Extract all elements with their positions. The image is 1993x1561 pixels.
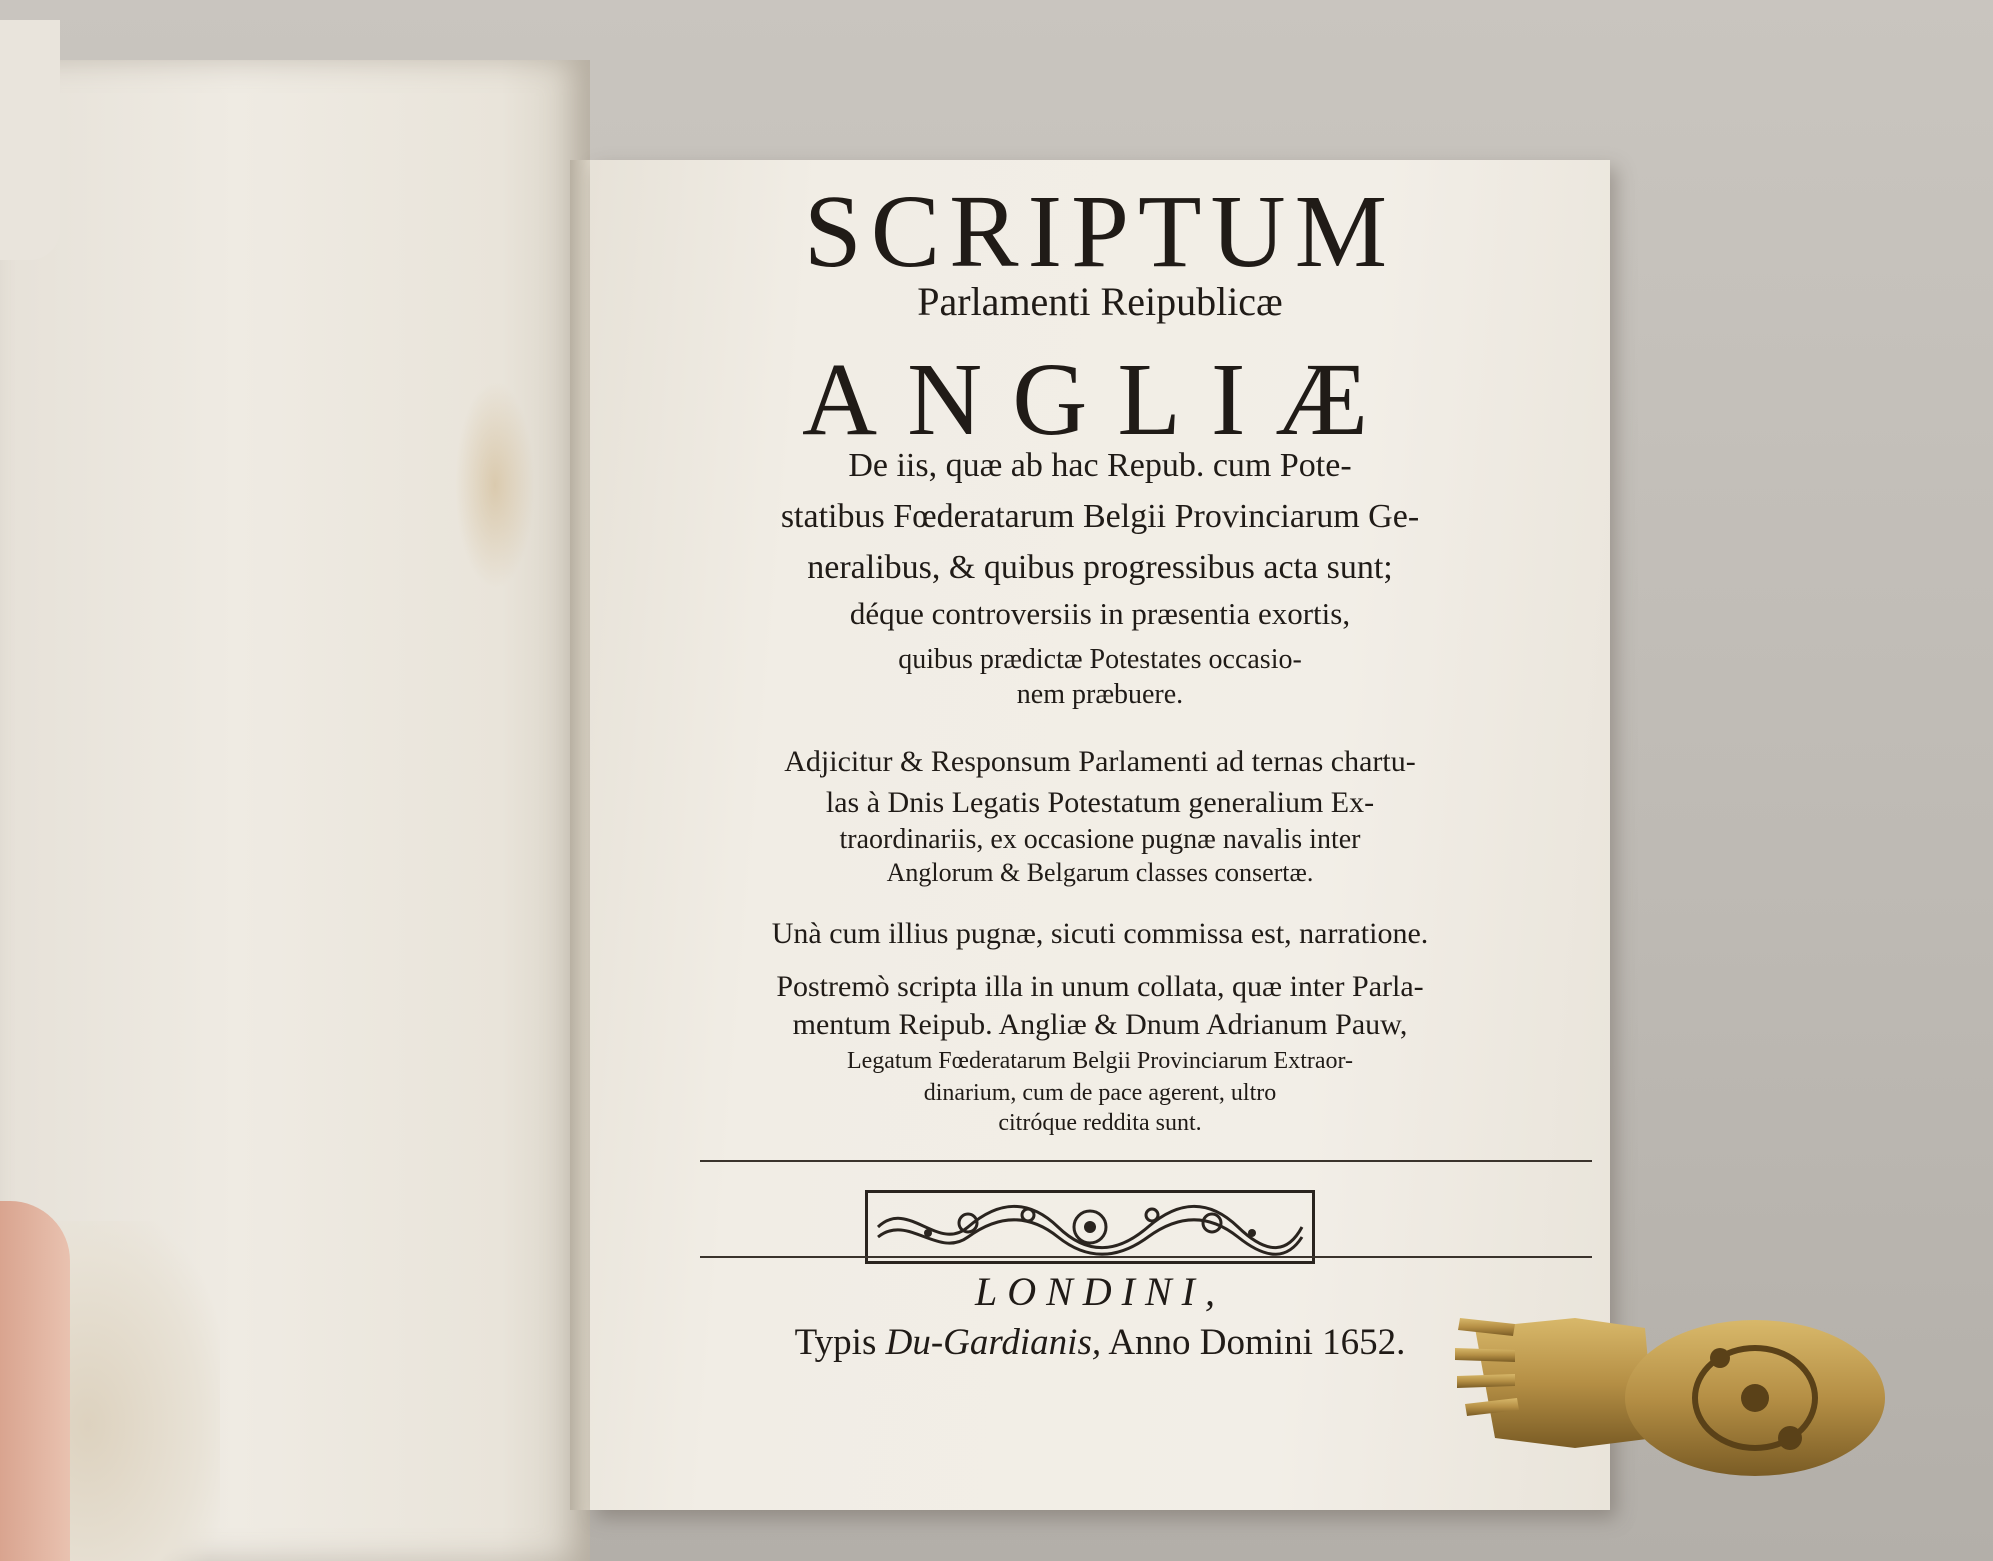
top-rule bbox=[700, 1160, 1592, 1162]
paper-stain bbox=[455, 380, 535, 590]
bottom-rule bbox=[700, 1256, 1592, 1258]
postremo-line: Postremò scripta illa in unum collata, quæ inter Parla- bbox=[776, 970, 1424, 1003]
narration-line: Unà cum illius pugnæ, sicuti commissa est, narratione. bbox=[771, 917, 1429, 950]
left-endpaper bbox=[0, 60, 590, 1561]
country-title: ANGLIÆ bbox=[802, 342, 1398, 457]
imprint-year: Anno Domini 1652. bbox=[1108, 1322, 1406, 1363]
addendum-line: Anglorum & Belgarum classes consertæ. bbox=[886, 858, 1314, 887]
body-line: neralibus, & quibus progressibus acta sunt; bbox=[807, 549, 1393, 586]
main-title: SCRIPTUM bbox=[803, 174, 1397, 289]
addendum-line: Adjicitur & Responsum Parlamenti ad ternas chartu- bbox=[784, 745, 1416, 778]
holding-thumb bbox=[0, 1201, 70, 1561]
imprint-printer: Du-Gardianis, bbox=[885, 1322, 1102, 1363]
postremo-line: mentum Reipub. Angliæ & Dnum Adrianum Pauw, bbox=[792, 1008, 1408, 1041]
subtitle: Parlamenti Reipublicæ bbox=[917, 279, 1283, 324]
body-line: déque controversiis in præsentia exortis, bbox=[849, 596, 1351, 631]
vellum-cover-edge bbox=[0, 20, 60, 260]
printers-ornament bbox=[865, 1190, 1315, 1264]
addendum-line: las à Dnis Legatis Potestatum generalium Ex- bbox=[825, 786, 1375, 819]
brass-hand-icon bbox=[1455, 1288, 1895, 1488]
imprint-city: LONDINI, bbox=[974, 1269, 1226, 1314]
postremo-line: Legatum Fœderatarum Belgii Provinciarum Extraor- bbox=[846, 1048, 1354, 1074]
imprint-typis: Typis bbox=[794, 1322, 877, 1363]
body-line: nem præbuere. bbox=[1016, 679, 1184, 710]
body-line: statibus Fœderatarum Belgii Provinciarum Ge- bbox=[780, 498, 1420, 535]
postremo-line: citróque reddita sunt. bbox=[998, 1110, 1202, 1136]
ornament-scroll-icon bbox=[868, 1193, 1312, 1261]
brass-hand-clip bbox=[1455, 1288, 1895, 1488]
addendum-line: traordinariis, ex occasione pugnæ navalis inter bbox=[839, 824, 1361, 855]
body-line: quibus prædictæ Potestates occasio- bbox=[898, 644, 1302, 675]
postremo-line: dinarium, cum de pace agerent, ultro bbox=[923, 1080, 1277, 1106]
body-line: De iis, quæ ab hac Repub. cum Pote- bbox=[848, 447, 1352, 484]
